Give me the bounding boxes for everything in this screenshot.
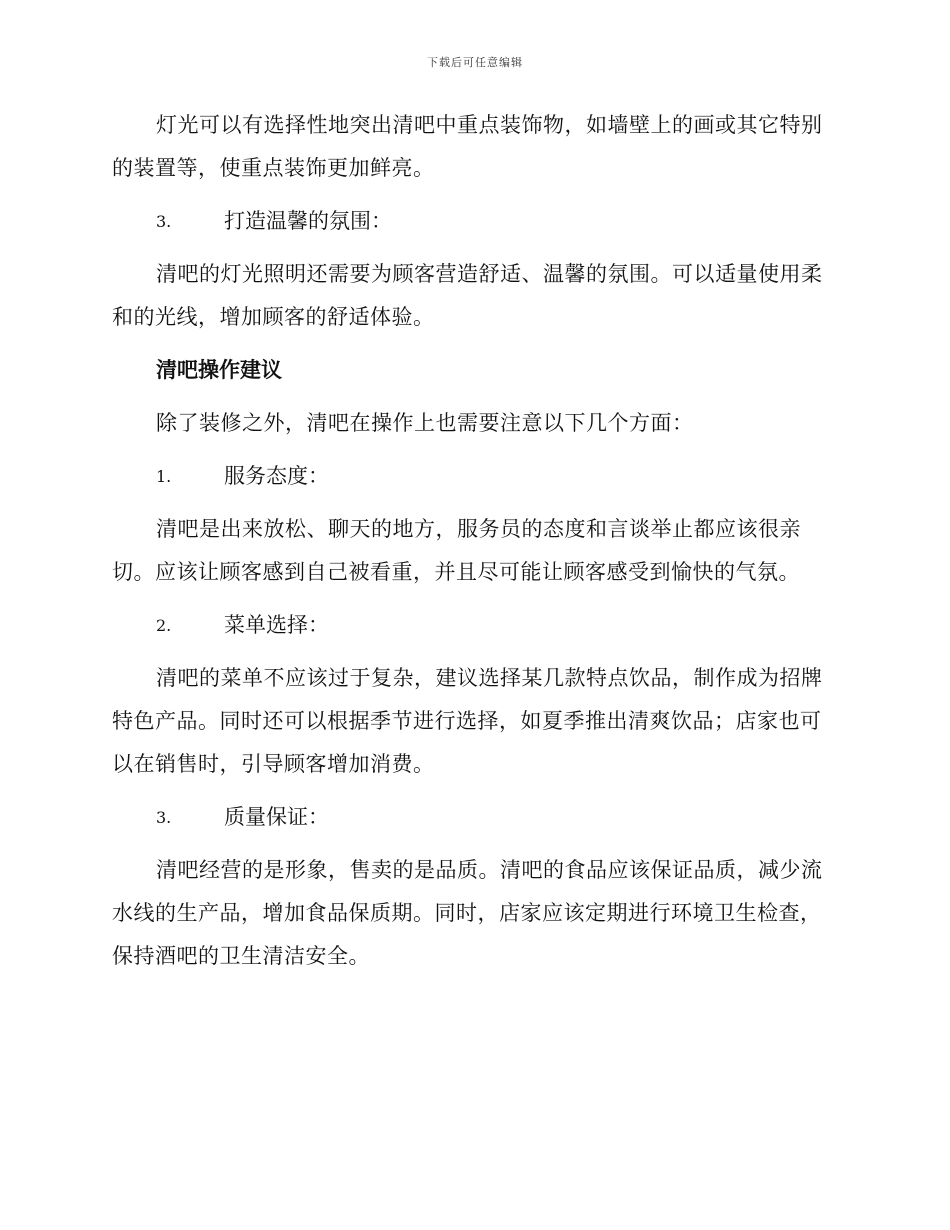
list-item-quality-assurance xyxy=(156,796,832,839)
list-item-label: 打造温馨的氛围： xyxy=(224,209,392,233)
paragraph-lighting-highlight: 灯光可以有选择性地突出清吧中重点装饰物，如墙壁上的画或其它特别的装置等，使重点装饰更加鲜亮。 xyxy=(112,113,823,180)
paragraph-menu-selection: 清吧的菜单不应该过于复杂，建议选择某几款特点饮品，制作成为招牌特色产品。同时还可以根据季节进行选择，如夏季推出清爽饮品；店家也可以在销售时，引导顾客增加消费。 xyxy=(112,666,823,776)
list-item-warm-atmosphere xyxy=(156,200,832,243)
list-item-service-attitude xyxy=(156,455,832,498)
paragraph-operation-intro: 除了装修之外，清吧在操作上也需要注意以下几个方面： xyxy=(156,411,694,435)
list-item-label: 菜单选择： xyxy=(224,613,329,637)
list-number: 3. xyxy=(156,808,172,827)
paragraph-warm-atmosphere: 清吧的灯光照明还需要为顾客营造舒适、温馨的氛围。可以适量使用柔和的光线，增加顾客的舒适体验。 xyxy=(112,262,823,329)
list-item-label: 服务态度： xyxy=(224,464,329,488)
list-item-menu-selection xyxy=(156,604,832,647)
paragraph-service-attitude: 清吧是出来放松、聊天的地方，服务员的态度和言谈举止都应该很亲切。应该让顾客感到自己被看重，并且尽可能让顾客感受到愉快的气氛。 xyxy=(112,517,801,584)
list-item-label: 质量保证： xyxy=(224,805,329,829)
list-number: 2. xyxy=(156,616,172,635)
list-number: 3. xyxy=(156,212,172,231)
paragraph-quality-assurance: 清吧经营的是形象，售卖的是品质。清吧的食品应该保证品质，减少流水线的生产品，增加食品保质期。同时，店家应该定期进行环境卫生检查，保持酒吧的卫生清洁安全。 xyxy=(112,858,823,968)
page-header: 下载后可任意编辑 xyxy=(427,56,523,69)
list-number: 1. xyxy=(156,467,172,486)
document-body xyxy=(112,104,832,988)
section-heading: 清吧操作建议 xyxy=(156,358,282,382)
